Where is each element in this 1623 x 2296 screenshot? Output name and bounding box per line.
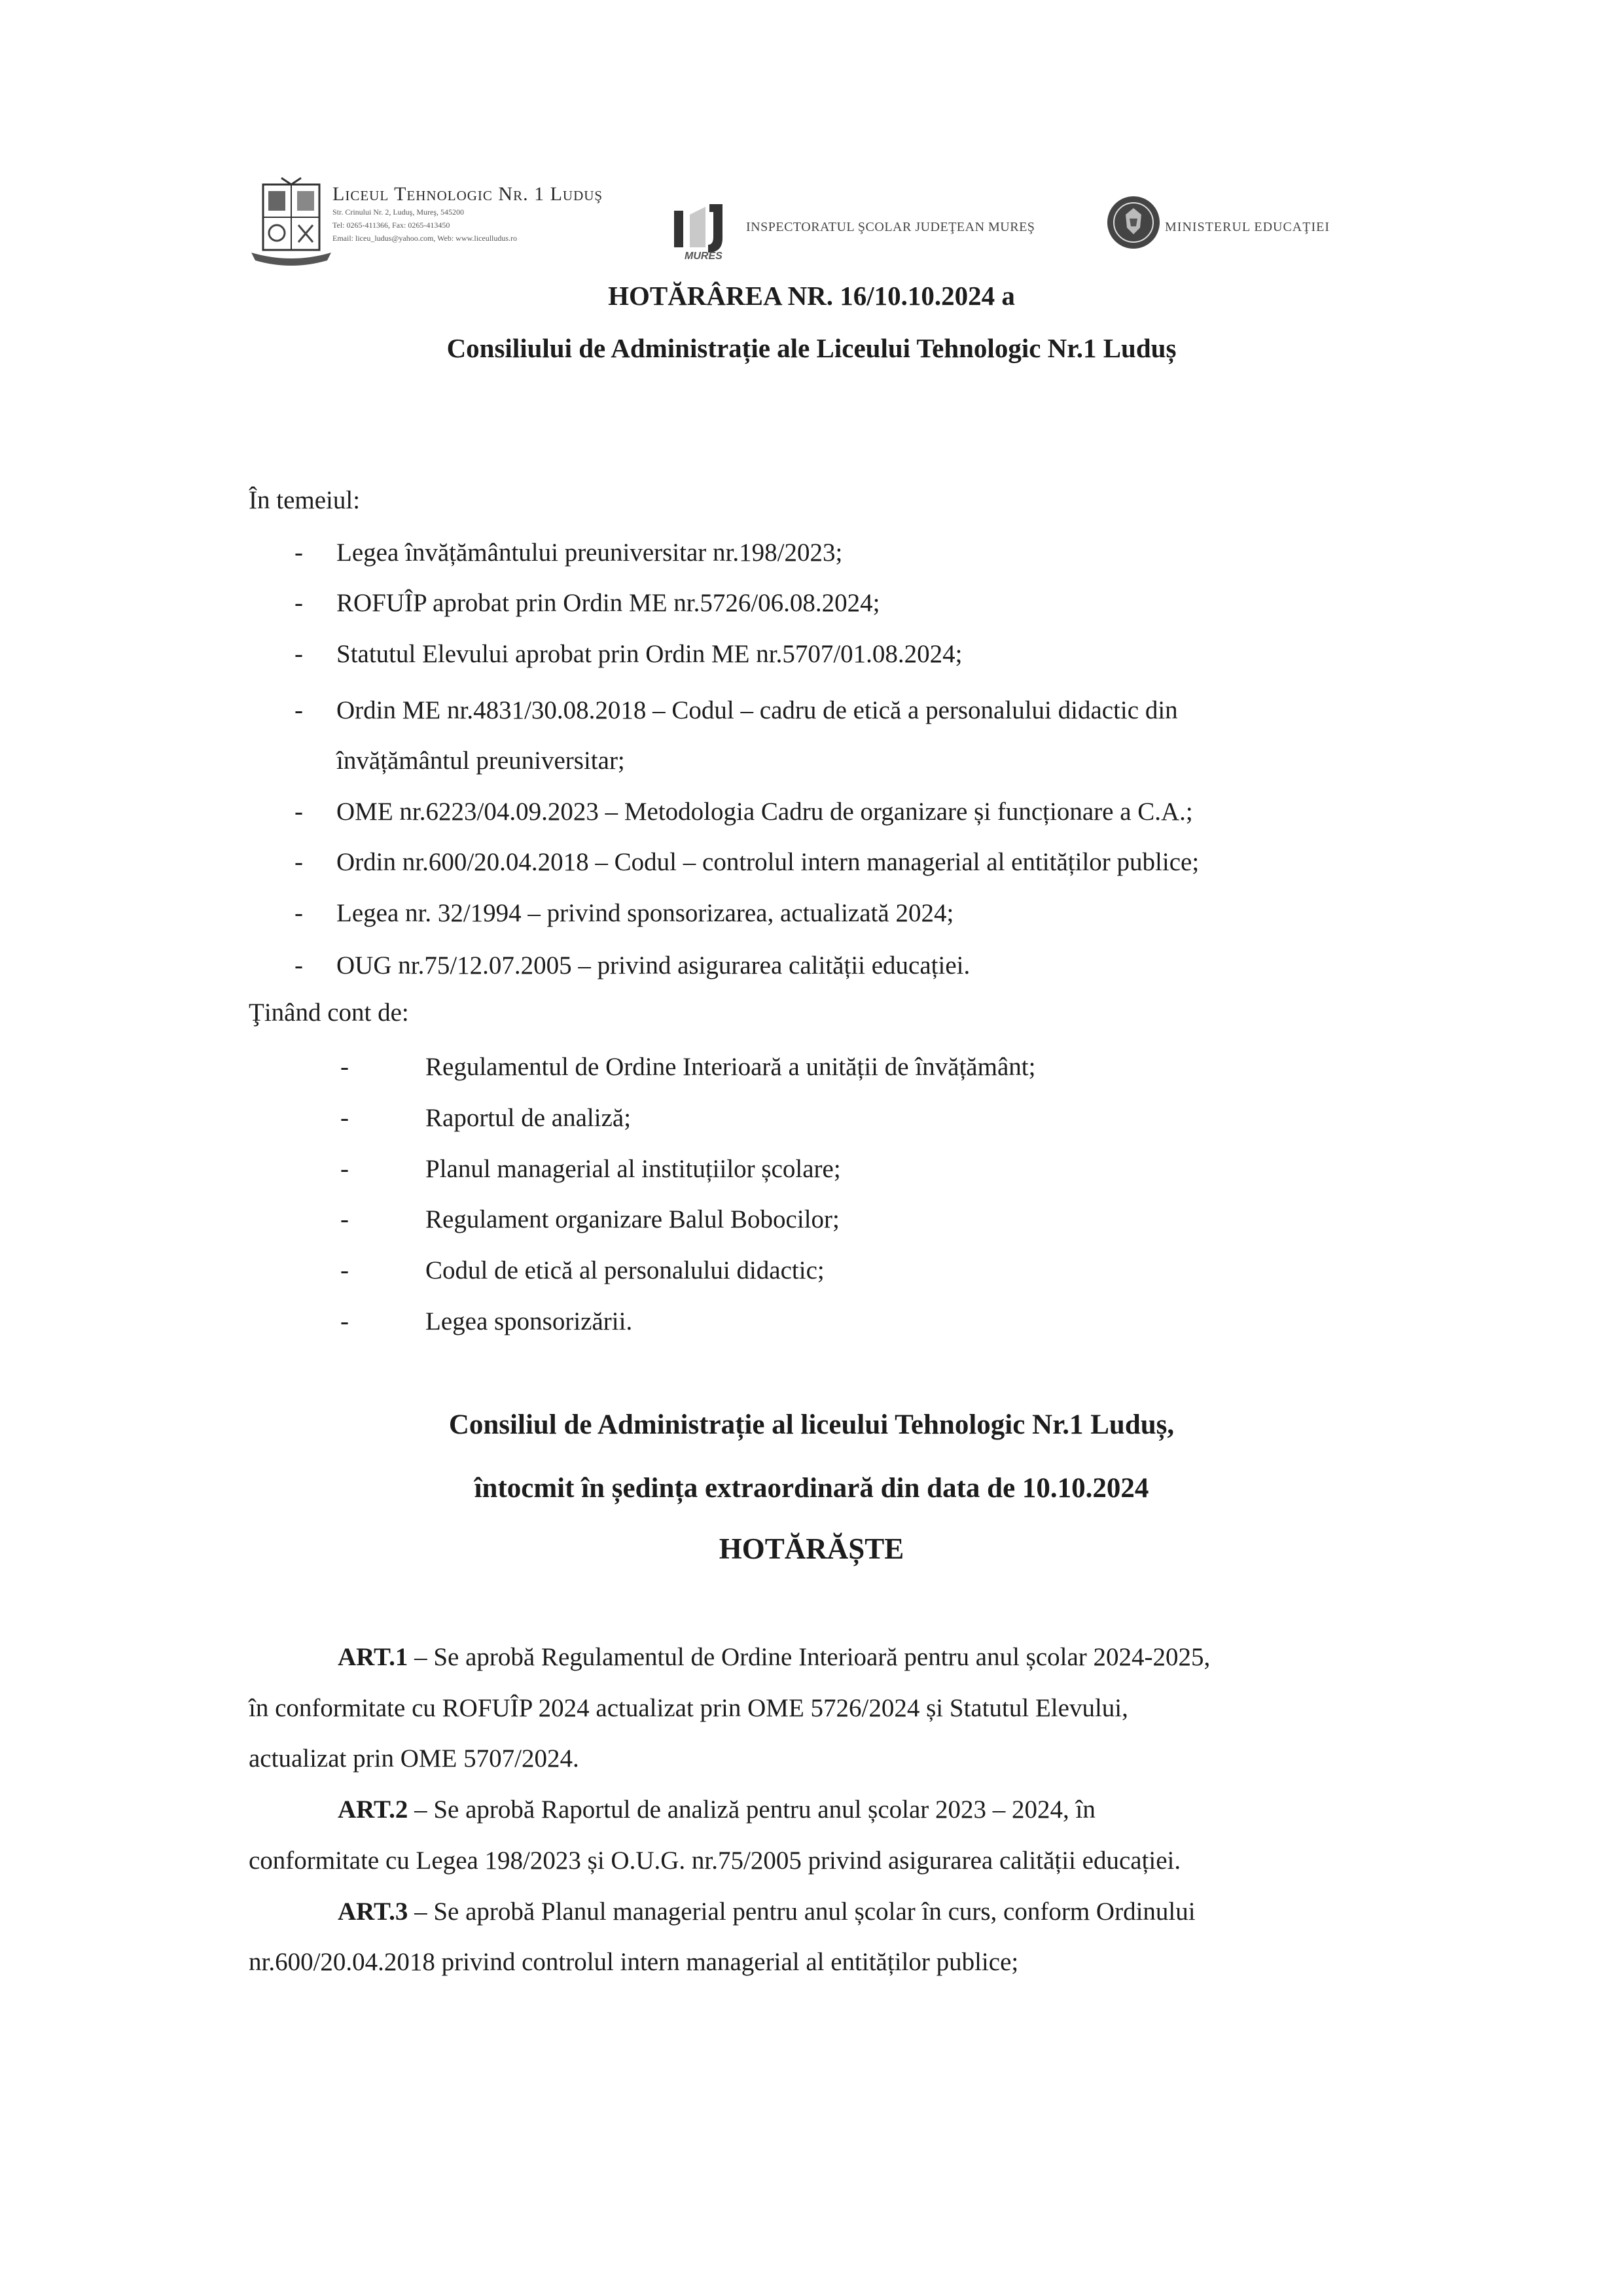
list-bullet: - (340, 1256, 349, 1284)
list-bullet: - (340, 1307, 349, 1335)
list-item: ROFUÎP aprobat prin Ordin ME nr.5726/06.08.2024; (336, 589, 880, 617)
article-first-line (338, 1795, 1096, 1824)
list-bullet: - (340, 1155, 349, 1183)
list-item: OME nr.6223/04.09.2023 – Metodologia Cadru de organizare și funcționare a C.A.; (336, 798, 1193, 826)
article-first-line (338, 1642, 1210, 1672)
list-bullet: - (294, 640, 303, 668)
article-line: actualizat prin OME 5707/2024. (249, 1744, 579, 1773)
list-bullet: - (294, 589, 303, 617)
article-line: conformitate cu Legea 198/2023 și O.U.G. nr.75/2005 privind asigurarea calității educației. (249, 1846, 1181, 1875)
article-label: ART.3 (338, 1898, 408, 1926)
considerations-heading: Ţinând cont de: (249, 998, 409, 1027)
list-bullet: - (294, 951, 303, 980)
list-item: Regulamentul de Ordine Interioară a unității de învățământ; (425, 1053, 1036, 1081)
list-bullet: - (294, 539, 303, 567)
article-line: în conformitate cu ROFUÎP 2024 actualizat prin OME 5726/2024 și Statutul Elevului, (249, 1694, 1128, 1722)
article-line: nr.600/20.04.2018 privind controlul intern managerial al entităților publice; (249, 1948, 1019, 1976)
council-session: întocmit în ședința extraordinară din data de 10.10.2024 (474, 1473, 1149, 1504)
svg-text:MURES: MURES (685, 251, 722, 260)
article-text: – Se aprobă Regulamentul de Ordine Interioară pentru anul școlar 2024-2025, (408, 1643, 1211, 1671)
list-bullet: - (340, 1205, 349, 1233)
list-item: Legea învățământului preuniversitar nr.198/2023; (336, 539, 843, 567)
list-item: Legea sponsorizării. (425, 1307, 633, 1335)
list-item: Codul de etică al personalului didactic; (425, 1256, 825, 1284)
list-item: Ordin ME nr.4831/30.08.2018 – Codul – cadru de etică a personalului didactic din (336, 696, 1178, 724)
list-item: Regulament organizare Balul Bobocilor; (425, 1205, 840, 1233)
school-contact: Email: liceu_ludus@yahoo.com, Web: www.liceulludus.ro (332, 234, 518, 243)
school-info (332, 183, 620, 245)
list-bullet: - (294, 696, 303, 724)
list-item: Raportul de analiză; (425, 1104, 632, 1132)
isj-logo-icon (668, 195, 733, 260)
school-address: Str. Crinului Nr. 2, Luduş, Mureş, 545200 (332, 207, 465, 217)
list-bullet: - (294, 798, 303, 826)
letterhead (249, 175, 1374, 274)
list-item-continuation: învățământul preuniversitar; (336, 747, 625, 775)
list-item: Statutul Elevului aprobat prin Ordin ME nr.5707/01.08.2024; (336, 640, 963, 668)
list-item: Ordin nr.600/20.04.2018 – Codul – controlul intern managerial al entităților publice; (336, 848, 1200, 876)
article-first-line (338, 1897, 1196, 1926)
article-text: – Se aprobă Raportul de analiză pentru anul școlar 2023 – 2024, în (408, 1795, 1096, 1824)
list-item: Planul managerial al instituțiilor școlare; (425, 1155, 841, 1183)
list-bullet: - (294, 848, 303, 876)
list-bullet: - (340, 1053, 349, 1081)
article-text: – Se aprobă Planul managerial pentru anul școlar în curs, conform Ordinului (408, 1898, 1196, 1926)
school-name: Liceul Tehnologic Nr. 1 Luduş (332, 183, 603, 205)
ministry-seal-icon (1106, 195, 1161, 250)
list-bullet: - (340, 1104, 349, 1132)
list-item: OUG nr.75/12.07.2005 – privind asigurarea calității educației. (336, 951, 971, 980)
list-item: Legea nr. 32/1994 – privind sponsorizarea, actualizată 2024; (336, 899, 954, 927)
ministry-name: MINISTERUL EDUCAŢIEI (1165, 220, 1330, 234)
list-bullet: - (294, 899, 303, 927)
isj-name: INSPECTORATUL ŞCOLAR JUDEŢEAN MUREŞ (746, 220, 1035, 234)
school-crest-icon (249, 175, 334, 267)
article-label: ART.1 (338, 1643, 408, 1671)
article-label: ART.2 (338, 1795, 408, 1824)
council-heading: Consiliul de Administrație al liceului Tehnologic Nr.1 Luduș, (448, 1409, 1175, 1440)
decides-heading: HOTĂRĂȘTE (719, 1532, 904, 1565)
legal-basis-heading: În temeiul: (249, 486, 361, 514)
school-phone: Tel: 0265-411366, Fax: 0265-413450 (332, 221, 450, 230)
decision-number-title: HOTĂRÂREA NR. 16/10.10.2024 a (608, 281, 1015, 311)
decision-subtitle: Consiliului de Administrație ale Liceului Tehnologic Nr.1 Luduș (446, 333, 1177, 363)
